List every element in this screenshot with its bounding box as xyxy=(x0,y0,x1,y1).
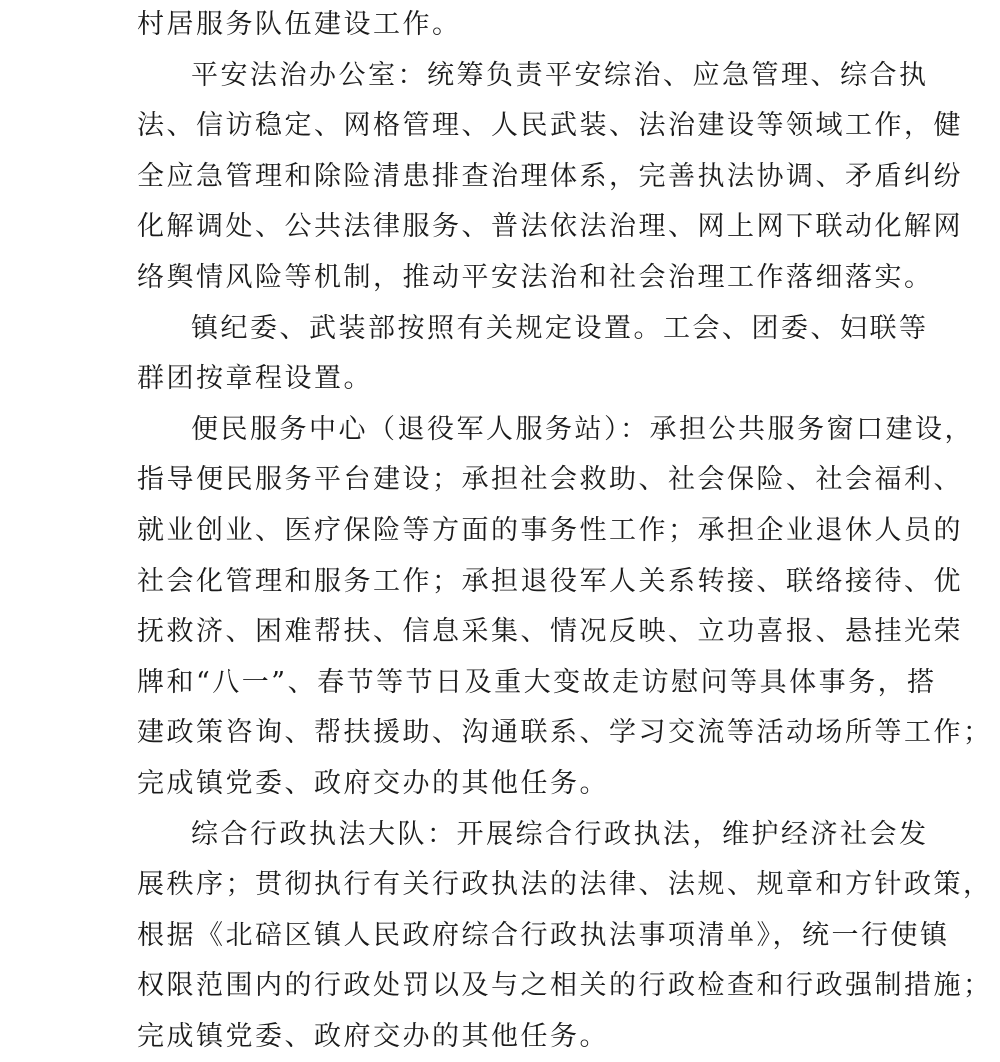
text-line: 建政策咨询、帮扶援助、沟通联系、学习交流等活动场所等工作； xyxy=(137,717,993,749)
text-line: 展秩序；贯彻执行有关行政执法的法律、法规、规章和方针政策， xyxy=(137,869,993,901)
text-line: 村居服务队伍建设工作。 xyxy=(137,9,462,40)
text-line: 全应急管理和除险清患排查治理体系，完善执法协调、矛盾纠纷 xyxy=(137,160,963,192)
text-line: 法、信访稳定、网格管理、人民武装、法治建设等领域工作，健 xyxy=(137,110,963,142)
text-line: 牌和“八一”、春节等节日及重大变故走访慰问等具体事务，搭 xyxy=(137,666,937,698)
text-line: 镇纪委、武装部按照有关规定设置。工会、团委、妇联等 xyxy=(191,312,929,344)
text-line: 抚救济、困难帮扶、信息采集、情况反映、立功喜报、悬挂光荣 xyxy=(137,616,963,648)
text-line: 根据《北碚区镇人民政府综合行政执法事项清单》，统一行使镇 xyxy=(137,919,950,951)
document-body xyxy=(137,0,993,1062)
text-line: 社会化管理和服务工作；承担退役军人关系转接、联络接待、优 xyxy=(137,565,963,597)
text-line: 便民服务中心（退役军人服务站）：承担公共服务窗口建设， xyxy=(191,413,974,445)
text-line: 平安法治办公室：统筹负责平安综治、应急管理、综合执 xyxy=(191,59,929,91)
text-line: 权限范围内的行政处罚以及与之相关的行政检查和行政强制措施； xyxy=(137,970,993,1002)
text-line: 指导便民服务平台建设；承担社会救助、社会保险、社会福利、 xyxy=(137,464,963,496)
text-line: 完成镇党委、政府交办的其他任务。 xyxy=(137,1020,609,1052)
text-line: 化解调处、公共法律服务、普法依法治理、网上网下联动化解网 xyxy=(137,211,963,243)
text-line: 络舆情风险等机制，推动平安法治和社会治理工作落细落实。 xyxy=(137,261,934,293)
text-line: 就业创业、医疗保险等方面的事务性工作；承担企业退休人员的 xyxy=(137,514,963,546)
text-line: 完成镇党委、政府交办的其他任务。 xyxy=(137,767,609,799)
text-line: 群团按章程设置。 xyxy=(137,363,373,395)
text-line: 综合行政执法大队：开展综合行政执法，维护经济社会发 xyxy=(191,818,929,850)
